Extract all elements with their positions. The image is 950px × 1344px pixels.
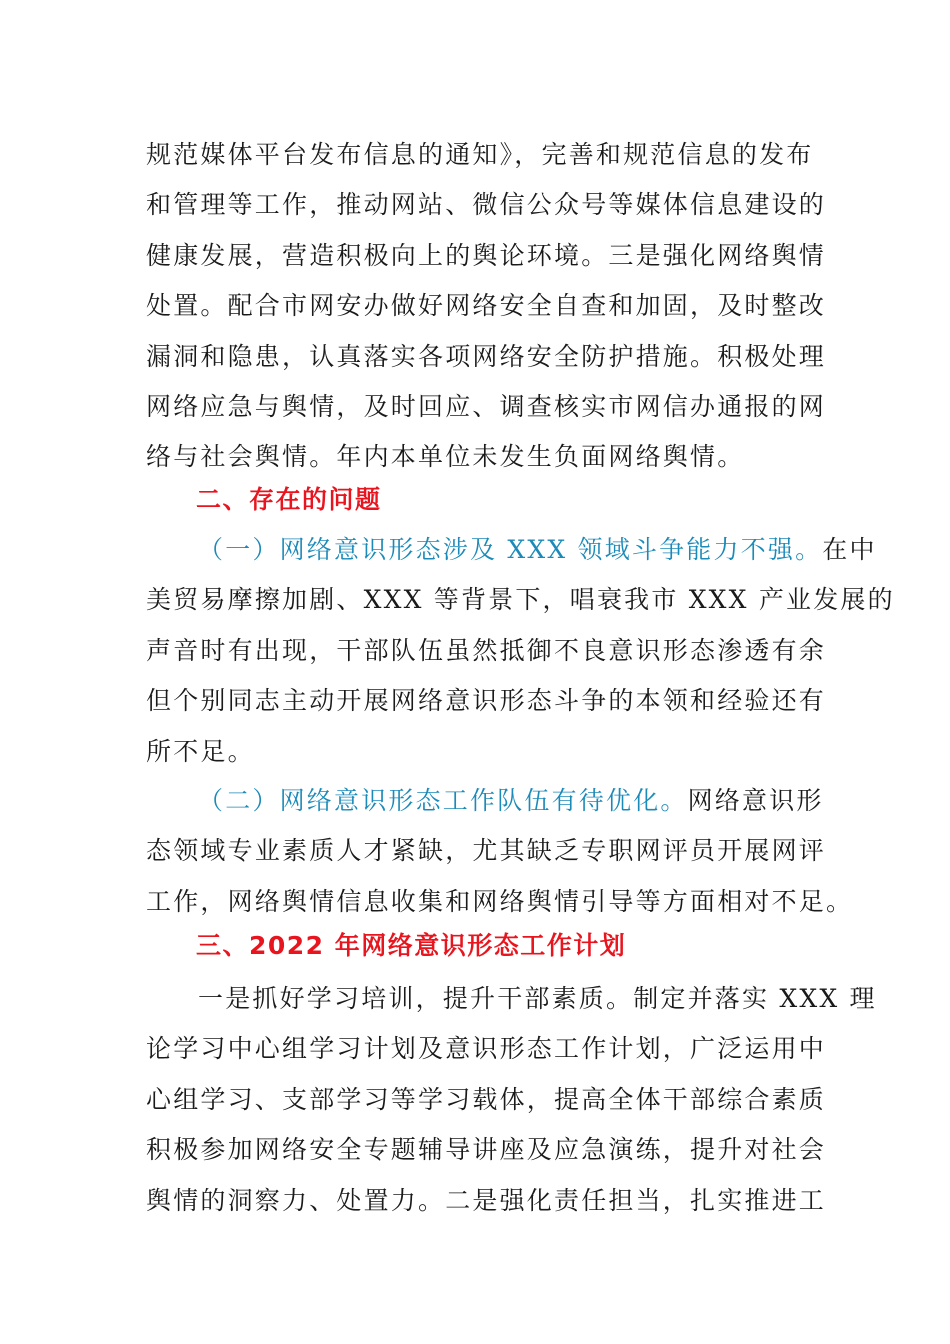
text-line (146, 776, 824, 826)
text-fragment: 网络意识形 (687, 786, 824, 815)
text-fragment: 在中 (822, 535, 877, 564)
text-line: 网络应急与舆情，及时回应、调查核实市网信办通报的网 (146, 391, 827, 421)
subheading-one: （一）网络意识形态涉及 XXX 领域斗争能力不强。 (198, 535, 823, 564)
text-line: 但个别同志主动开展网络意识形态斗争的本领和经验还有 (146, 686, 827, 716)
paragraph-work-plan (146, 974, 877, 1226)
text-line: 络与社会舆情。年内本单位未发生负面网络舆情。 (146, 442, 745, 472)
text-line: 工作，网络舆情信息收集和网络舆情引导等方面相对不足。 (146, 886, 854, 916)
section-heading-problems: 二、存在的问题 (196, 485, 382, 514)
text-line: 积极参加网络安全专题辅导讲座及应急演练，提升对社会 (146, 1135, 827, 1165)
text-line: 漏洞和隐患，认真落实各项网络安全防护措施。积极处理 (146, 341, 827, 371)
text-line: 所不足。 (146, 736, 255, 766)
text-line: 处置。配合市网安办做好网络安全自查和加固，及时整改 (146, 291, 827, 321)
text-fragment: 一是抓好学习培训，提升干部素质。制定并落实 XXX 理 (198, 984, 877, 1013)
text-line: 声音时有出现，干部队伍虽然抵御不良意识形态渗透有余 (146, 635, 827, 665)
item-two-team-optimization (146, 776, 854, 927)
section-heading-plan: 三、2022 年网络意识形态工作计划 (196, 931, 627, 960)
text-line: 美贸易摩擦加剧、XXX 等背景下，唱衰我市 XXX 产业发展的 (146, 585, 895, 615)
text-line: 规范媒体平台发布信息的通知》，完善和规范信息的发布 (146, 140, 814, 169)
text-line: 态领域专业素质人才紧缺，尤其缺乏专职网评员开展网评 (146, 836, 827, 866)
text-line: 和管理等工作，推动网站、微信公众号等媒体信息建设的 (146, 190, 827, 220)
text-line (146, 974, 877, 1024)
subheading-two: （二）网络意识形态工作队伍有待优化。 (198, 786, 688, 815)
text-line (146, 525, 877, 575)
text-line: 健康发展，营造积极向上的舆论环境。三是强化网络舆情 (146, 240, 827, 270)
paragraph-network-governance (146, 130, 827, 483)
text-line: 论学习中心组学习计划及意识形态工作计划，广泛运用中 (146, 1034, 827, 1064)
text-line: 舆情的洞察力、处置力。二是强化责任担当，扎实推进工 (146, 1185, 827, 1215)
text-line: 心组学习、支部学习等学习载体，提高全体干部综合素质 (146, 1084, 827, 1114)
item-one-struggle-ability (146, 525, 895, 777)
